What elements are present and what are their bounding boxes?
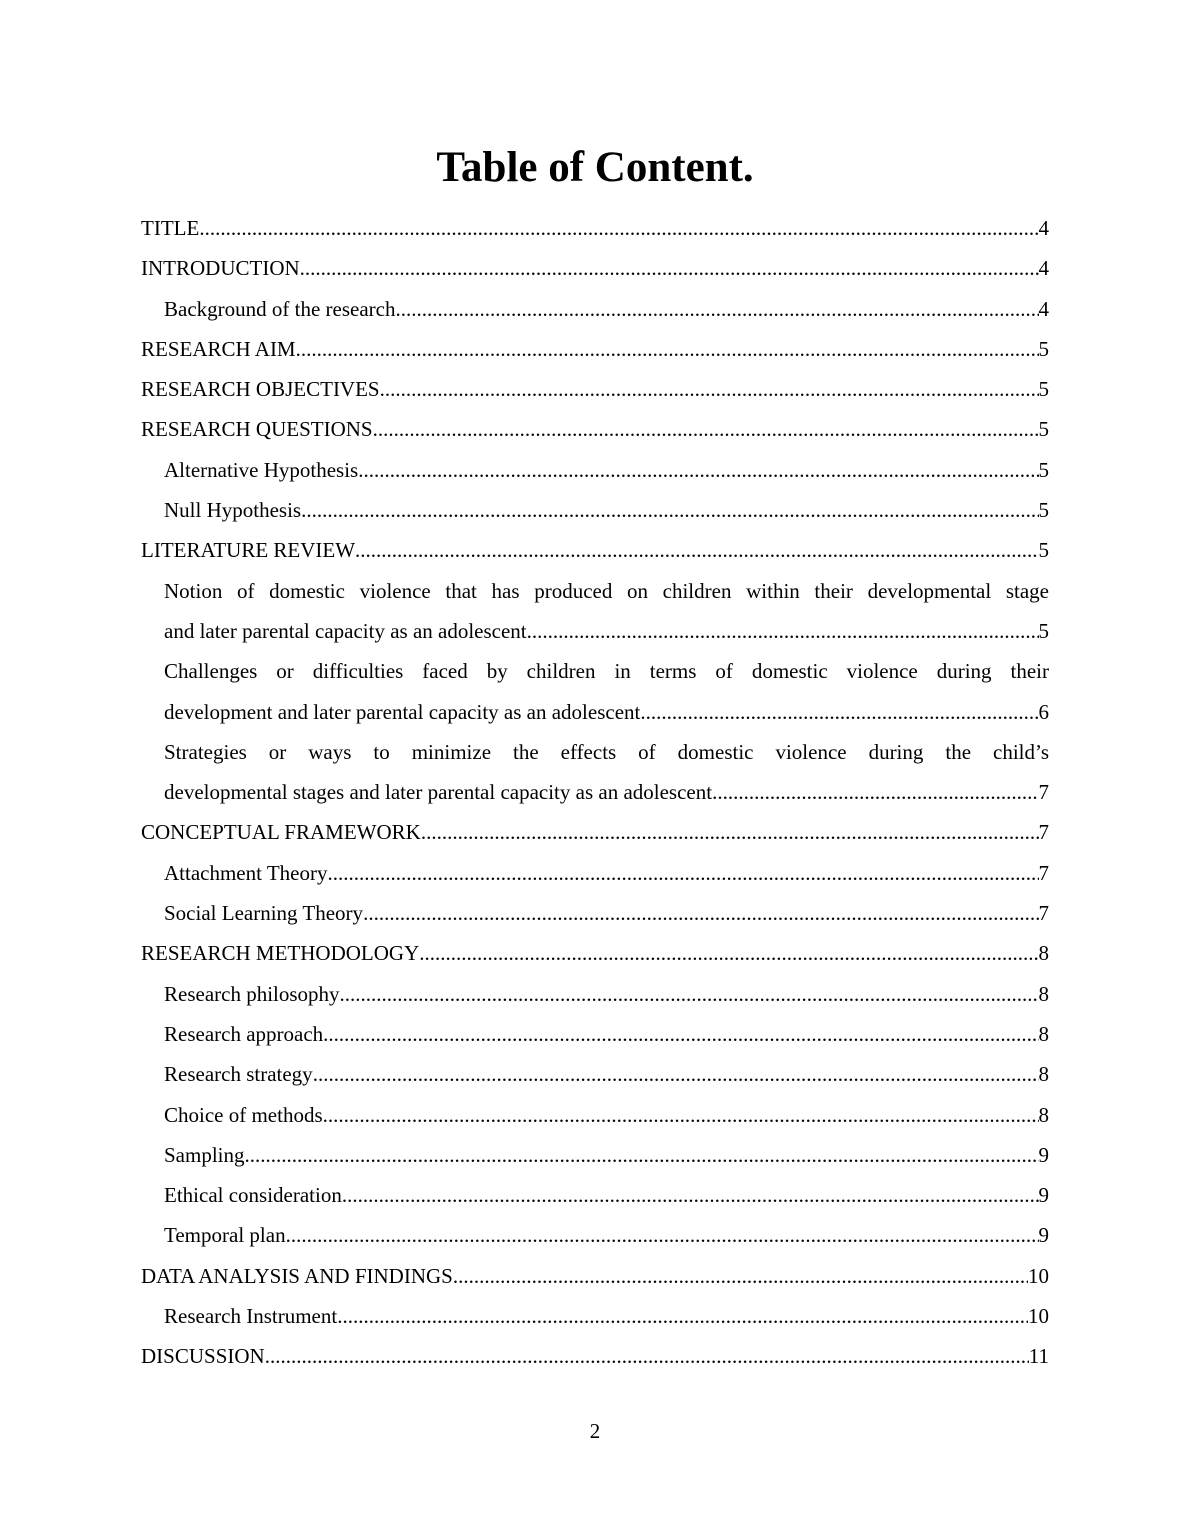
toc-page-number: 8 xyxy=(1038,941,1049,966)
toc-page-number: 5 xyxy=(1038,538,1049,563)
toc-page-number: 8 xyxy=(1038,1062,1049,1087)
dot-leader xyxy=(337,1296,1028,1336)
toc-entry-text: RESEARCH OBJECTIVES xyxy=(141,377,380,402)
toc-entry-notion-domestic-violence[interactable] xyxy=(164,571,1049,652)
dot-leader xyxy=(265,1336,1029,1376)
toc-entry-text: development and later parental capacity as an adolescent xyxy=(164,699,641,724)
dot-leader xyxy=(342,1175,1039,1215)
dot-leader xyxy=(358,450,1038,490)
toc-page-number: 7 xyxy=(1038,860,1049,885)
toc-entry-research-strategy[interactable] xyxy=(164,1054,1049,1094)
dot-leader xyxy=(340,974,1039,1014)
toc-entry-lead-line: Challenges or difficulties faced by children in terms of domestic violence during their xyxy=(164,659,1049,684)
toc-entry-temporal-plan[interactable] xyxy=(164,1215,1049,1255)
toc-entry-text: CONCEPTUAL FRAMEWORK xyxy=(141,820,421,845)
toc-page-number: 5 xyxy=(1038,377,1049,402)
toc-entry-text: Choice of methods xyxy=(164,1102,323,1127)
toc-entry-text: Research Instrument xyxy=(164,1304,338,1329)
dot-leader xyxy=(640,692,1038,732)
toc-entry-attachment-theory[interactable] xyxy=(164,853,1049,893)
toc-entry-challenges[interactable] xyxy=(164,651,1049,732)
toc-entry-sampling[interactable] xyxy=(164,1135,1049,1175)
toc-entry-text: Null Hypothesis xyxy=(164,498,302,523)
toc-entry-research-objectives[interactable] xyxy=(141,369,1049,409)
toc-page-number: 5 xyxy=(1038,457,1049,482)
toc-page-number: 8 xyxy=(1038,981,1049,1006)
toc-entry-text: TITLE xyxy=(141,216,200,240)
toc-page-number: 4 xyxy=(1038,256,1049,281)
toc-page-number: 7 xyxy=(1038,901,1049,926)
toc-entry-lead-line: Strategies or ways to minimize the effects of domestic violence during the child’s xyxy=(164,739,1049,764)
dot-leader xyxy=(453,1256,1028,1296)
toc-entry-introduction[interactable] xyxy=(141,248,1049,288)
toc-entry-text: developmental stages and later parental capacity as an adolescent xyxy=(164,780,713,805)
dot-leader xyxy=(296,329,1039,369)
toc-page-number: 7 xyxy=(1038,820,1049,845)
toc-page-number: 9 xyxy=(1038,1183,1049,1208)
dot-leader xyxy=(245,1135,1039,1175)
toc-entry-text: Alternative Hypothesis xyxy=(164,457,359,482)
toc-entry-research-philosophy[interactable] xyxy=(164,974,1049,1014)
toc-entry-background[interactable] xyxy=(164,289,1049,329)
toc-entry-literature-review[interactable] xyxy=(141,530,1049,570)
toc-page-number: 6 xyxy=(1038,699,1049,724)
toc-entry-research-methodology[interactable] xyxy=(141,933,1049,973)
toc-entry-text: Sampling xyxy=(164,1142,245,1167)
dot-leader xyxy=(373,409,1039,449)
dot-leader xyxy=(355,530,1038,570)
toc-entry-alternative-hypothesis[interactable] xyxy=(164,450,1049,490)
toc-entry-text: Background of the research xyxy=(164,296,396,321)
page-title: Table of Content. xyxy=(436,144,754,191)
dot-leader xyxy=(323,1014,1038,1054)
toc-entry-text: Temporal plan xyxy=(164,1223,286,1248)
toc-entry-choice-of-methods[interactable] xyxy=(164,1095,1049,1135)
toc-page-number: 5 xyxy=(1038,336,1049,361)
toc-entry-research-approach[interactable] xyxy=(164,1014,1049,1054)
toc-page-number: 5 xyxy=(1038,498,1049,523)
toc-entry-text: RESEARCH METHODOLOGY xyxy=(141,941,420,966)
toc-page-number: 8 xyxy=(1038,1102,1049,1127)
toc-entry-text: Social Learning Theory xyxy=(164,901,364,926)
dot-leader xyxy=(286,1215,1039,1255)
toc-entry-title[interactable] xyxy=(141,208,1049,248)
toc-entry-text: LITERATURE REVIEW xyxy=(141,538,356,563)
toc-entry-research-aim[interactable] xyxy=(141,329,1049,369)
dot-leader xyxy=(313,1054,1039,1094)
toc-entry-research-instrument[interactable] xyxy=(164,1296,1049,1336)
dot-leader xyxy=(380,369,1039,409)
toc-entry-data-analysis[interactable] xyxy=(141,1256,1049,1296)
toc-entry-text: DATA ANALYSIS AND FINDINGS xyxy=(141,1263,453,1288)
toc-entry-discussion[interactable] xyxy=(141,1336,1049,1376)
toc-page-number: 7 xyxy=(1038,780,1049,805)
toc-page-number: 10 xyxy=(1028,1263,1049,1288)
toc-entry-text: Ethical consideration xyxy=(164,1183,342,1208)
toc-page-number: 10 xyxy=(1028,1304,1049,1329)
toc-entry-text: Research strategy xyxy=(164,1062,313,1087)
table-of-contents xyxy=(141,208,1049,1377)
dot-leader xyxy=(421,812,1039,852)
toc-entry-conceptual-framework[interactable] xyxy=(141,812,1049,852)
dot-leader xyxy=(395,289,1038,329)
page-number-footer: 2 xyxy=(589,1419,601,1443)
dot-leader xyxy=(301,490,1038,530)
toc-entry-lead-line: Notion of domestic violence that has produced on children within their developmental stage xyxy=(164,578,1049,603)
toc-page-number: 4 xyxy=(1038,296,1049,321)
toc-page-number: 11 xyxy=(1028,1344,1049,1369)
toc-page-number: 5 xyxy=(1038,618,1049,643)
dot-leader xyxy=(323,1095,1039,1135)
toc-entry-null-hypothesis[interactable] xyxy=(164,490,1049,530)
toc-entry-ethical-consideration[interactable] xyxy=(164,1175,1049,1215)
toc-entry-text: and later parental capacity as an adolescent xyxy=(164,618,527,643)
toc-entry-text: Research philosophy xyxy=(164,981,340,1006)
toc-page-number: 5 xyxy=(1038,417,1049,442)
toc-page-number: 9 xyxy=(1038,1223,1049,1248)
toc-entry-text: DISCUSSION xyxy=(141,1344,265,1369)
toc-entry-text: RESEARCH AIM xyxy=(141,336,296,361)
toc-entry-social-learning-theory[interactable] xyxy=(164,893,1049,933)
toc-entry-text: RESEARCH QUESTIONS xyxy=(141,417,373,442)
toc-entry-text: INTRODUCTION xyxy=(141,256,300,281)
toc-page-number: 4 xyxy=(1038,216,1049,240)
dot-leader xyxy=(419,933,1038,973)
toc-entry-strategies[interactable] xyxy=(164,732,1049,813)
dot-leader xyxy=(527,611,1039,651)
toc-entry-text: Research approach xyxy=(164,1021,324,1046)
dot-leader xyxy=(363,893,1038,933)
toc-page-number: 9 xyxy=(1038,1142,1049,1167)
dot-leader xyxy=(300,248,1039,288)
toc-page-number: 8 xyxy=(1038,1021,1049,1046)
toc-entry-research-questions[interactable] xyxy=(141,409,1049,449)
dot-leader xyxy=(712,772,1038,812)
dot-leader xyxy=(327,853,1038,893)
dot-leader xyxy=(199,208,1038,248)
toc-entry-text: Attachment Theory xyxy=(164,860,328,885)
